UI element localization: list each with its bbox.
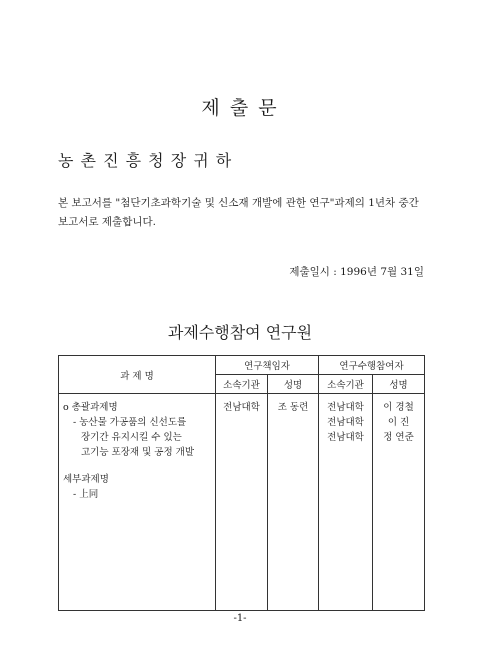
table-row xyxy=(59,394,425,611)
participant-name: 이 경철 xyxy=(383,402,414,413)
participant-affiliation: 전남대학 xyxy=(327,432,364,443)
participant-affiliation: 전남대학 xyxy=(327,417,364,428)
topic-line: o 총괄과제명 xyxy=(63,402,118,413)
body-text-line-2: 보고서로 제출합니다. xyxy=(58,216,156,228)
topic-line: 장기간 유지시킬 수 있는 xyxy=(81,432,182,443)
page-number: -1- xyxy=(233,613,247,624)
participant-name: 정 연준 xyxy=(383,432,414,443)
topic-line: - 上同 xyxy=(73,489,99,500)
topic-line: 세부과제명 xyxy=(63,474,109,485)
subheader-pi-affiliation: 소속기관 xyxy=(216,375,268,394)
participant-name: 이 진 xyxy=(387,417,410,428)
addressee: 농 촌 진 흥 청 장 귀 하 xyxy=(58,151,233,170)
table-header-row xyxy=(59,356,425,375)
subheader-participant-name: 성명 xyxy=(373,375,425,394)
header-principal-investigator: 연구책임자 xyxy=(216,356,319,375)
participant-name-cell xyxy=(373,394,425,611)
pi-name-cell xyxy=(268,394,319,611)
topic-cell xyxy=(59,394,216,611)
pi-name: 조 동련 xyxy=(277,402,309,413)
pi-affiliation-cell xyxy=(216,394,268,611)
subheader-pi-name: 성명 xyxy=(268,375,319,394)
document-title: 제 출 문 xyxy=(201,97,279,119)
header-topic: 과 제 명 xyxy=(59,356,216,394)
participant-affiliation-cell xyxy=(319,394,373,611)
table-heading: 과제수행참여 연구원 xyxy=(167,323,313,342)
header-participants: 연구수행참여자 xyxy=(319,356,425,375)
topic-line: - 농산물 가공품의 신선도를 xyxy=(73,417,187,428)
researcher-table xyxy=(58,355,425,611)
topic-line: 고기능 포장재 및 공정 개발 xyxy=(81,447,195,458)
participant-affiliation: 전남대학 xyxy=(327,402,364,413)
pi-affiliation: 전남대학 xyxy=(223,402,260,413)
body-text-line-1: 본 보고서를 "첨단기초과학기술 및 신소재 개발에 관한 연구"과제의 1년차 중간 xyxy=(58,197,419,209)
subheader-participant-affiliation: 소속기관 xyxy=(319,375,373,394)
submission-date: 제출일시 : 1996년 7월 31일 xyxy=(289,266,424,278)
